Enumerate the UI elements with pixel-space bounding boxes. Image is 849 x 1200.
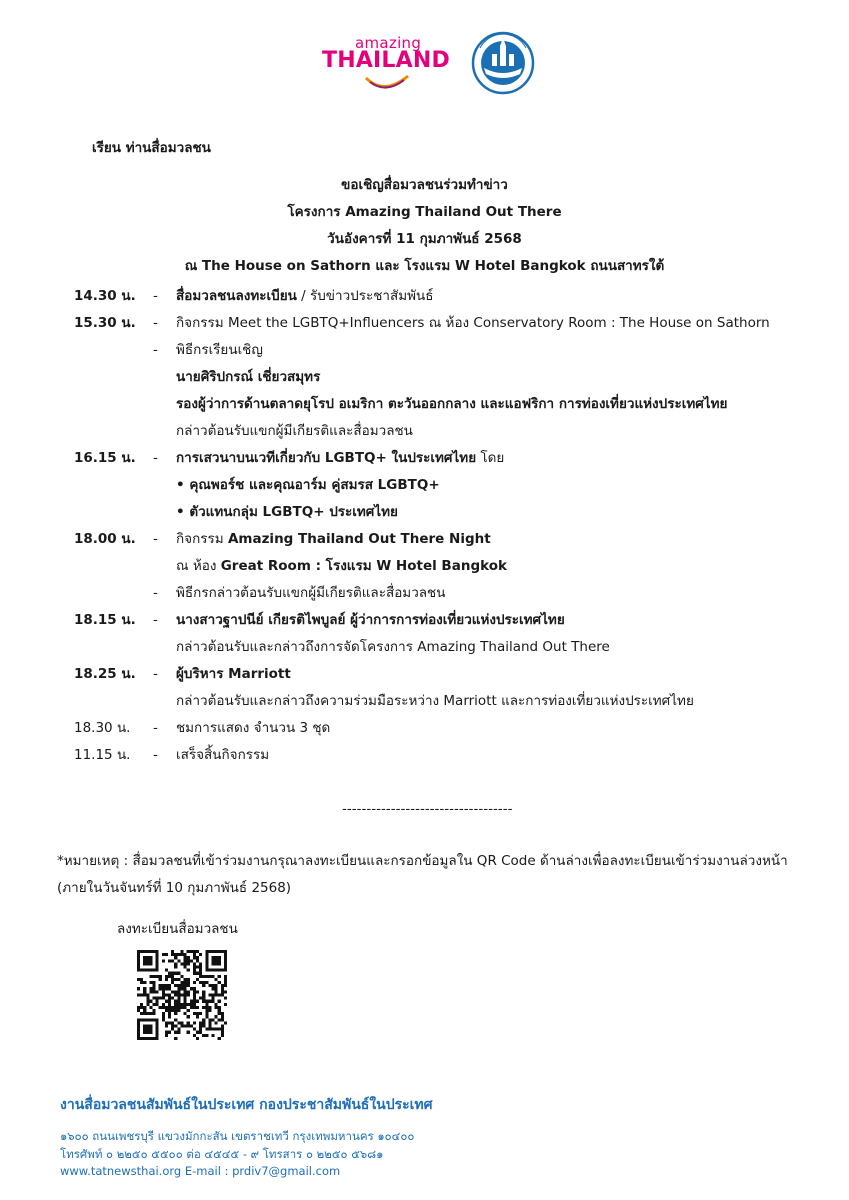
schedule-dash: - [153,342,158,358]
schedule-row [0,445,849,472]
schedule-dash: - [153,531,158,547]
speaker-position: รองผู้ว่าการด้านตลาดยุโรป อเมริกา ตะวันออกกลาง และแอฟริกา การท่องเที่ยวแห่งประเทศไทย [176,396,728,412]
note-line-1: *หมายเหตุ : สื่อมวลชนที่เข้าร่วมงานกรุณาลงทะเบียนและกรอกข้อมูลใน QR Code ด้านล่างเพื่อลงทะเบียนเข้าร่วมงานล่วงหน้า [57,853,788,869]
schedule-time: 18.25 น. [74,666,136,682]
schedule-content [176,553,507,580]
schedule-row [0,634,849,661]
schedule-row [0,283,849,310]
schedule-text: กล่าวต้อนรับและกล่าวถึงความร่วมมือระหว่าง Marriott และการท่องเที่ยวแห่งประเทศไทย [176,693,694,709]
schedule-row [0,364,849,391]
speaker-name: นางสาวฐาปนีย์ เกียรติไพบูลย์ ผู้ว่าการการท่องเที่ยวแห่งประเทศไทย [176,612,565,628]
schedule-row [0,472,849,499]
schedule-row [0,418,849,445]
logo-swoosh-icon [364,74,410,94]
schedule-time: 11.15 น. [74,747,131,763]
invitation-title [0,172,849,280]
footer-phone: โทรศัพท์ ๐ ๒๒๕๐ ๕๕๐๐ ต่อ ๔๕๔๕ - ๙ โทรสาร ๐ ๒๒๕๐ ๕๖๘๑ [60,1147,384,1161]
title-line-4: ณ The House on Sathorn และ โรงแรม W Hotel Bangkok ถนนสาทรใต้ [184,258,665,274]
schedule-row [0,715,849,742]
schedule-row [0,580,849,607]
schedule-time: 15.30 น. [74,315,136,331]
schedule-dash: - [153,450,158,466]
schedule-bold: Great Room : โรงแรม W Hotel Bangkok [220,558,507,574]
schedule-time: 18.15 น. [74,612,136,628]
logo-amazing-text: amazing [355,34,422,52]
salutation: เรียน ท่านสื่อมวลชน [92,140,211,156]
tat-emblem-icon [470,30,536,96]
schedule-text: โดย [476,450,505,466]
schedule [0,283,849,769]
schedule-content [176,526,491,553]
schedule-row [0,742,849,769]
qr-code-icon [137,950,227,1040]
schedule-row [0,310,849,337]
amazing-thailand-logo [322,28,450,94]
schedule-row [0,337,849,364]
title-line-2: โครงการ Amazing Thailand Out There [287,204,562,220]
title-line-1: ขอเชิญสื่อมวลชนร่วมทำข่าว [341,177,508,193]
logo-thailand-text: THAILAND [322,48,450,73]
schedule-time: 14.30 น. [74,288,136,304]
schedule-dash: - [153,585,158,601]
schedule-row [0,607,849,634]
schedule-text: กล่าวต้อนรับและกล่าวถึงการจัดโครงการ Amazing Thailand Out There [176,639,610,655]
schedule-dash: - [153,315,158,331]
panelist-item: • คุณพอร์ช และคุณอาร์ม คู่สมรส LGBTQ+ [176,477,440,493]
panelist-item: • ตัวแทนกลุ่ม LGBTQ+ ประเทศไทย [176,504,398,520]
schedule-text: ณ ห้อง [176,558,221,574]
schedule-content [176,445,504,472]
speaker-name: นายศิริปกรณ์ เชี่ยวสมุทร [176,369,321,385]
schedule-content [176,283,434,310]
divider: ----------------------------------- [342,801,513,817]
schedule-text: พิธีกรกล่าวต้อนรับแขกผู้มีเกียรติและสื่อมวลชน [176,585,446,601]
schedule-time: 18.30 น. [74,720,131,736]
schedule-text: กิจกรรม [176,531,228,547]
note-line-2: (ภายในวันจันทร์ที่ 10 กุมภาพันธ์ 2568) [57,880,292,896]
schedule-text: / รับข่าวประชาสัมพันธ์ [296,288,434,304]
registration-label: ลงทะเบียนสื่อมวลชน [117,921,238,937]
tat-logo [470,30,536,96]
schedule-row [0,661,849,688]
footer-title: งานสื่อมวลชนสัมพันธ์ในประเทศ กองประชาสัมพันธ์ในประเทศ [60,1097,433,1113]
schedule-time: 18.00 น. [74,531,136,547]
schedule-bold: Amazing Thailand Out There Night [227,531,491,547]
schedule-row [0,553,849,580]
schedule-dash: - [153,720,158,736]
schedule-text: พิธีกรเรียนเชิญ [176,342,263,358]
schedule-dash: - [153,612,158,628]
registration-qr-code[interactable] [137,950,227,1040]
schedule-text: ชมการแสดง จำนวน 3 ชุด [176,720,331,736]
schedule-row [0,526,849,553]
schedule-dash: - [153,288,158,304]
schedule-row [0,499,849,526]
speaker-name: ผู้บริหาร Marriott [176,666,291,682]
schedule-dash: - [153,747,158,763]
schedule-row [0,688,849,715]
schedule-bold: การเสวนาบนเวทีเกี่ยวกับ LGBTQ+ ในประเทศไทย [176,450,477,466]
schedule-text: กิจกรรม Meet the LGBTQ+Influencers ณ ห้อง Conservatory Room : The House on Sathorn [176,315,770,331]
schedule-text: เสร็จสิ้นกิจกรรม [176,747,270,763]
schedule-time: 16.15 น. [74,450,136,466]
footer-address: ๑๖๐๐ ถนนเพชรบุรี แขวงมักกะสัน เขตราชเทวี กรุงเทพมหานคร ๑๐๔๐๐ [60,1129,415,1143]
footer-contact[interactable]: www.tatnewsthai.org E-mail : prdiv7@gmail.com [60,1164,341,1178]
title-line-3: วันอังคารที่ 11 กุมภาพันธ์ 2568 [327,231,522,247]
schedule-text: กล่าวต้อนรับแขกผู้มีเกียรติและสื่อมวลชน [176,423,413,439]
schedule-row [0,391,849,418]
schedule-dash: - [153,666,158,682]
schedule-bold: สื่อมวลชนลงทะเบียน [176,288,297,304]
note [57,848,817,902]
